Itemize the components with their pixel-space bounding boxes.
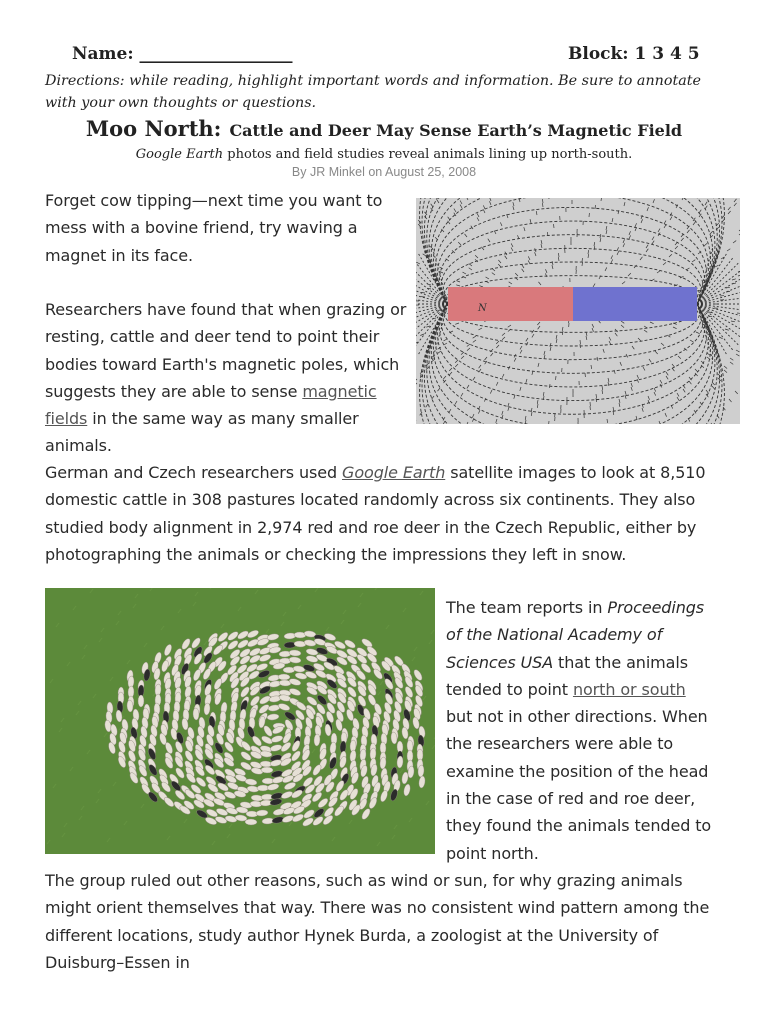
article-subtitle bbox=[0, 147, 768, 162]
article-title bbox=[0, 116, 768, 141]
magnet-field-lines bbox=[416, 198, 740, 424]
paragraph-3 bbox=[45, 459, 715, 568]
paragraph-2 bbox=[45, 296, 407, 460]
paragraph-4-start: The team reports in bbox=[446, 598, 608, 617]
north-or-south-link[interactable]: north or south bbox=[572, 679, 686, 699]
paragraph-2-start: Researchers have found that when grazing or resting, cattle and deer tend to point their bodies toward Earth's magnetic poles, which suggests they are able to sense bbox=[45, 300, 407, 401]
paragraph-1: Forget cow tipping—next time you want to mess with a bovine friend, try waving a magnet in its face. bbox=[45, 191, 383, 265]
paragraph-3-end: satellite images to look at 8,510 domestic cattle in 308 pastures located randomly across six continents. They also studied body alignment in 2,974 red and roe deer in the Czech Republic, either by photographing the animals or checking the impressions they left in snow. bbox=[45, 463, 706, 564]
byline: By JR Minkel on August 25, 2008 bbox=[291, 165, 477, 179]
pnas-journal-name: Proceedings of the National Academy of Sciences USA bbox=[446, 598, 705, 672]
magnet-field-image bbox=[416, 198, 740, 424]
magnetic-fields-link[interactable]: magnetic fields bbox=[45, 381, 377, 429]
article-title-main: Moo North: bbox=[85, 116, 222, 141]
directions-text: Directions: while reading, highlight important words and information. Be sure to annotate with your own thoughts or questions. bbox=[45, 73, 701, 111]
subtitle-google-earth: Google Earth bbox=[135, 147, 224, 162]
magnet-pole-label: N bbox=[478, 303, 487, 314]
name-field-label: Name: __________________ bbox=[72, 44, 293, 64]
magnet-south-pole bbox=[573, 287, 697, 321]
paragraph-4-end: but not in other directions. When the researchers were able to examine the position of the head in the case of red and roe deer, they found the animals tended to point north. bbox=[446, 707, 712, 863]
magnet-north-pole bbox=[448, 287, 573, 321]
subtitle-rest: photos and field studies reveal animals lining up north-south. bbox=[223, 147, 633, 162]
paragraph-2-end: in the same way as many smaller animals. bbox=[45, 409, 359, 456]
paragraph-5: The group ruled out other reasons, such as wind or sun, for why grazing animals might orient themselves that way. There was no consistent wind pattern among the different locations, study author Hynek Burda, a zoologist at the University of Duisburg–Essen in bbox=[45, 871, 710, 972]
sheep-flock-image bbox=[45, 588, 435, 854]
block-field-label: Block: 1 3 4 5 bbox=[568, 44, 700, 64]
paragraph-3-start: German and Czech researchers used bbox=[45, 463, 343, 482]
sheep-flock-drawing bbox=[45, 588, 435, 854]
paragraph-4 bbox=[446, 594, 716, 867]
paragraph-4-mid: that the animals tended to point bbox=[446, 652, 688, 699]
google-earth-link[interactable]: Google Earth bbox=[342, 463, 446, 482]
article-title-sub: Cattle and Deer May Sense Earth’s Magnetic Field bbox=[229, 121, 683, 140]
